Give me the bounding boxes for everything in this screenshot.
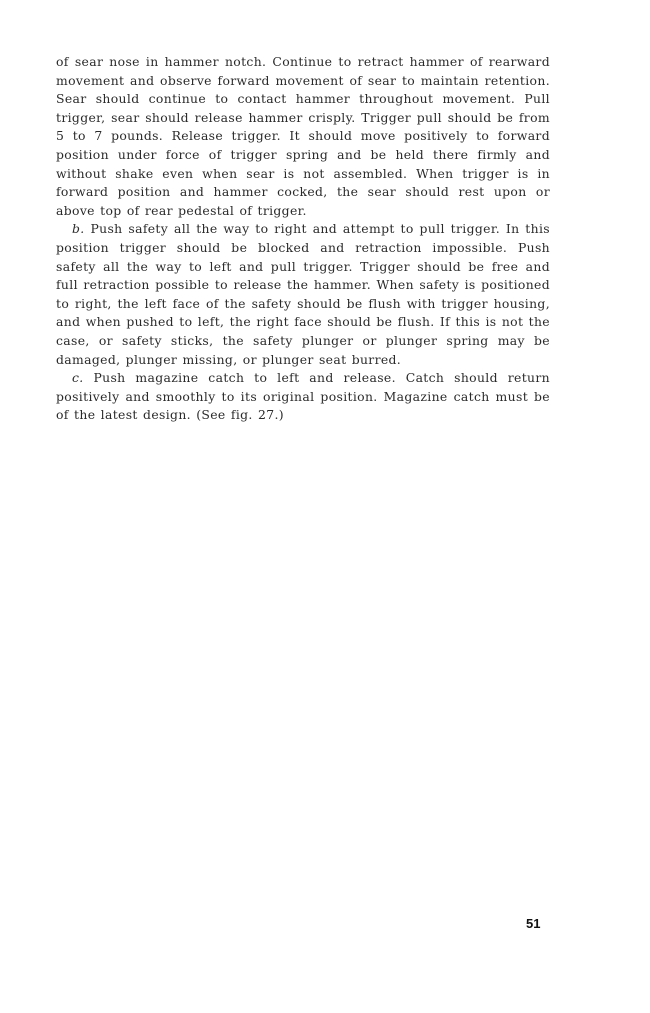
paragraph-continuation (56, 53, 550, 220)
paragraph-b (56, 220, 550, 369)
paragraph-text: Push magazine catch to left and release. Catch should return positively and smoothly to its original position. Magazine catch must be of the latest design. (See fig. 27.) (56, 370, 550, 423)
paragraph-text: of sear nose in hammer notch. Continue to retract hammer of rearward movement and observe forward movement of sear to maintain retention. Sear should continue to contact hammer throughout movement. Pull trigger, sear should release hammer crisply. Trigger pull should be from 5 to 7 pounds. Release trigger. It should move positively to forward position under force of trigger spring and be held there firmly and without shake even when sear is not assembled. When trigger is in forward position and hammer cocked, the sear should rest upon or above top of rear pedestal of trigger. (56, 54, 550, 218)
body-text (56, 53, 550, 425)
paragraph-c (56, 369, 550, 425)
paragraph-marker: b. (72, 221, 85, 237)
paragraph-marker: c. (72, 370, 84, 386)
paragraph-text: Push safety all the way to right and attempt to pull trigger. In this position trigger should be blocked and retraction impossible. Push safety all the way to left and pull trigger. Trigger should be free and full retraction possible to release the hammer. When safety is positioned to right, the left face of the safety should be flush with trigger housing, and when pushed to left, the right face should be flush. If this is not the case, or safety sticks, the safety plunger or plunger spring may be damaged, plunger missing, or plunger seat burred. (56, 221, 550, 367)
page-number: 51 (526, 916, 541, 931)
